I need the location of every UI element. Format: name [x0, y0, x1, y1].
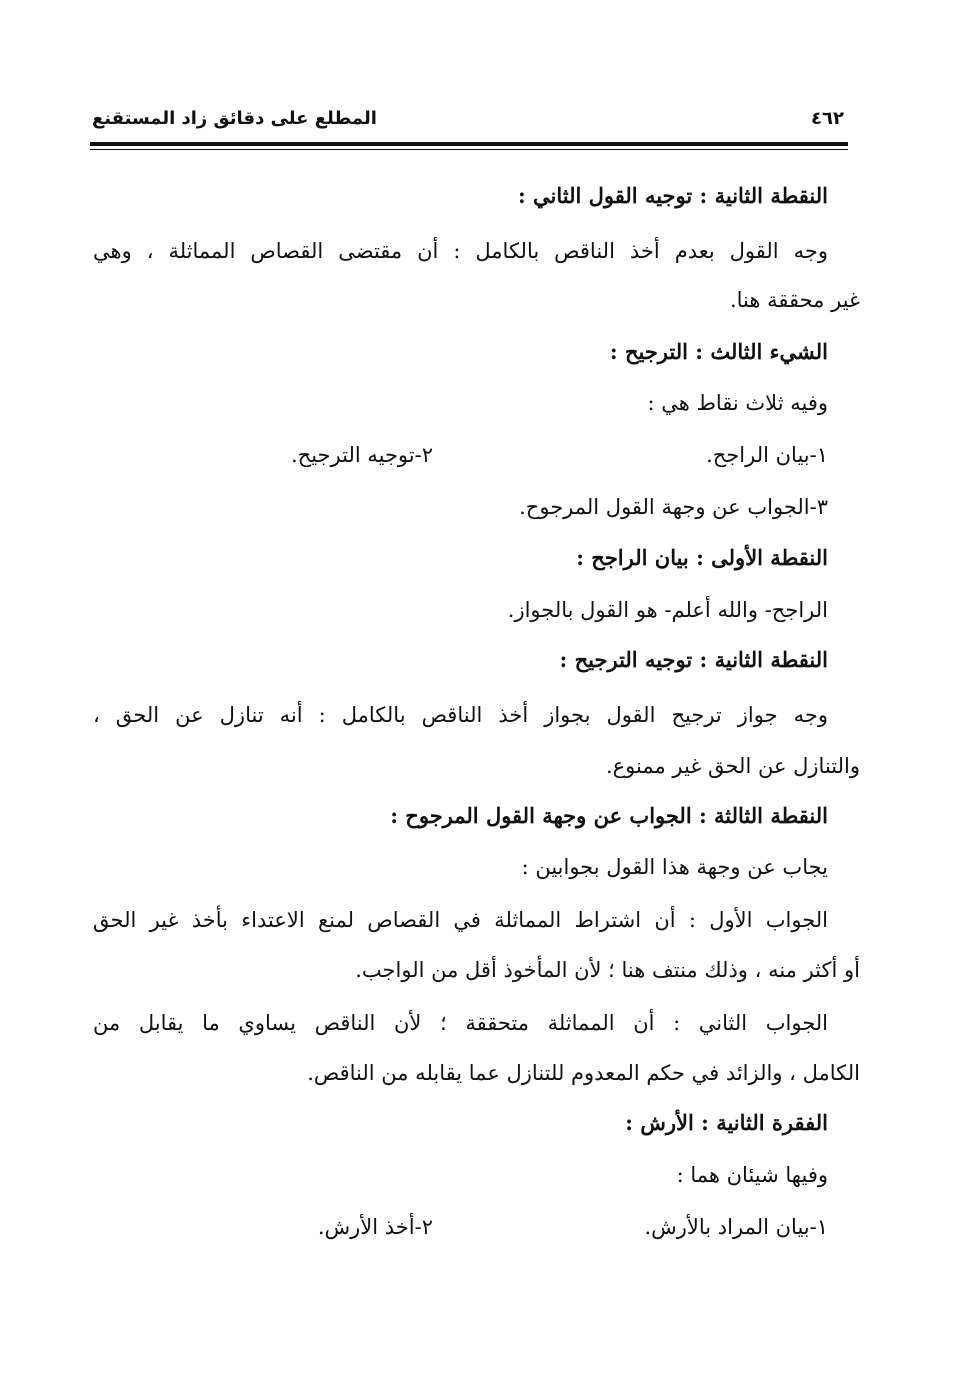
heading-third-thing-preference: الشيء الثالث : الترجيح :	[609, 339, 828, 364]
page-header	[92, 108, 844, 138]
paragraph-line: الكامل ، والزائد في حكم المعدوم للتنازل عما يقابله من الناقص.	[307, 1061, 860, 1085]
paragraph-line: وفيها شيئان هما :	[676, 1163, 828, 1187]
paragraph-line: الجواب الأول : أن اشتراط المماثلة في القصاص لمنع الاعتداء بأخذ غير الحق	[93, 908, 828, 932]
header-rule-thick	[90, 142, 848, 146]
heading-point-two-preference: النقطة الثانية : توجيه الترجيح :	[559, 647, 828, 672]
list-item: ٢-أخذ الأرش.	[317, 1215, 433, 1239]
list-item: ٣-الجواب عن وجهة القول المرجوح.	[519, 495, 828, 519]
heading-second-paragraph-arsh: الفقرة الثانية : الأرش :	[625, 1110, 828, 1135]
list-item: ٢-توجيه الترجيح.	[290, 443, 433, 467]
heading-point-three-answer: النقطة الثالثة : الجواب عن وجهة القول المرجوح :	[390, 803, 828, 828]
page-number: ٤٦٢	[811, 108, 844, 129]
paragraph-line: يجاب عن وجهة هذا القول بجوابين :	[521, 855, 828, 879]
paragraph-line: غير محققة هنا.	[729, 288, 860, 312]
paragraph-line: وفيه ثلاث نقاط هي :	[647, 391, 828, 415]
paragraph-line: أو أكثر منه ، وذلك منتف هنا ؛ لأن المأخوذ أقل من الواجب.	[355, 958, 860, 982]
heading-point-two-second-opinion: النقطة الثانية : توجيه القول الثاني :	[517, 183, 828, 208]
list-item: ١-بيان المراد بالأرش.	[644, 1215, 828, 1239]
paragraph-line: الجواب الثاني : أن المماثلة متحققة ؛ لأن الناقص يساوي ما يقابل من	[93, 1011, 828, 1035]
list-item: ١-بيان الراجح.	[706, 443, 828, 467]
paragraph-line: وجه القول بعدم أخذ الناقص بالكامل : أن مقتضى القصاص المماثلة ، وهي	[93, 239, 828, 263]
header-rule-thin	[90, 149, 848, 150]
paragraph-line: والتنازل عن الحق غير ممنوع.	[605, 754, 860, 778]
heading-point-one-preferred: النقطة الأولى : بيان الراجح :	[576, 545, 828, 570]
paragraph-line: الراجح- والله أعلم- هو القول بالجواز.	[507, 598, 828, 622]
book-title: المطلع على دقائق زاد المستقنع	[92, 108, 377, 129]
paragraph-line: وجه جواز ترجيح القول بجواز أخذ الناقص بالكامل : أنه تنازل عن الحق ،	[93, 703, 828, 727]
